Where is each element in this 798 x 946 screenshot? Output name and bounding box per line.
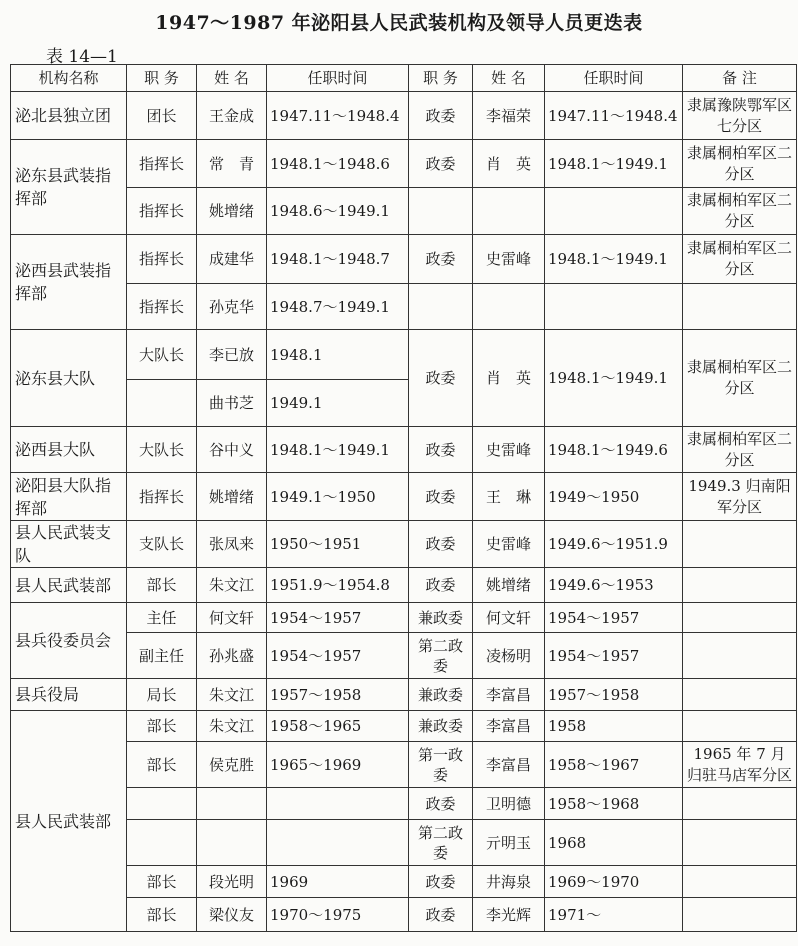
position-cell: 政委 — [409, 473, 473, 521]
name-cell: 何文轩 — [473, 603, 545, 633]
note-cell — [683, 788, 797, 820]
position-cell: 大队长 — [127, 330, 197, 380]
name-cell: 亓明玉 — [473, 820, 545, 866]
term-cell — [545, 188, 683, 235]
name-cell: 李光辉 — [473, 898, 545, 932]
position-cell: 指挥长 — [127, 188, 197, 235]
org-name-cell: 泌阳县大队指挥部 — [11, 473, 127, 521]
term-cell: 1954～1957 — [267, 633, 409, 679]
position-cell: 指挥长 — [127, 235, 197, 284]
term-cell: 1968 — [545, 820, 683, 866]
name-cell: 孙克华 — [197, 284, 267, 330]
name-cell: 李富昌 — [473, 679, 545, 711]
note-cell — [683, 568, 797, 603]
name-cell: 肖 英 — [473, 140, 545, 188]
term-cell: 1947.11～1948.4 — [545, 92, 683, 140]
org-name-cell: 泌东县大队 — [11, 330, 127, 427]
name-cell: 姚增绪 — [197, 473, 267, 521]
org-name-cell: 泌西县武装指挥部 — [11, 235, 127, 330]
position-cell: 指挥长 — [127, 140, 197, 188]
table-row — [11, 188, 797, 235]
term-cell: 1948.1～1948.7 — [267, 235, 409, 284]
name-cell: 谷中义 — [197, 427, 267, 473]
org-name-cell: 泌东县武装指挥部 — [11, 140, 127, 235]
name-cell: 史雷峰 — [473, 521, 545, 568]
term-cell: 1970～1975 — [267, 898, 409, 932]
table-row — [11, 92, 797, 140]
term-cell: 1958～1968 — [545, 788, 683, 820]
header-cell: 职 务 — [127, 65, 197, 92]
header-cell: 机构名称 — [11, 65, 127, 92]
position-cell: 政委 — [409, 140, 473, 188]
name-cell: 孙兆盛 — [197, 633, 267, 679]
term-cell: 1948.6～1949.1 — [267, 188, 409, 235]
note-cell: 隶属桐柏军区二分区 — [683, 188, 797, 235]
note-cell — [683, 633, 797, 679]
name-cell: 史雷峰 — [473, 235, 545, 284]
table-row — [11, 742, 797, 788]
note-cell — [683, 284, 797, 330]
note-cell — [683, 866, 797, 898]
position-cell — [127, 788, 197, 820]
term-cell — [545, 284, 683, 330]
term-cell: 1949.1～1950 — [267, 473, 409, 521]
position-cell: 团长 — [127, 92, 197, 140]
term-cell: 1948.1～1949.1 — [267, 427, 409, 473]
position-cell — [409, 188, 473, 235]
note-cell — [683, 603, 797, 633]
name-cell: 卫明德 — [473, 788, 545, 820]
position-cell: 政委 — [409, 92, 473, 140]
name-cell — [197, 820, 267, 866]
position-cell: 政委 — [409, 788, 473, 820]
name-cell: 史雷峰 — [473, 427, 545, 473]
table-row — [11, 898, 797, 932]
header-cell: 姓 名 — [473, 65, 545, 92]
org-name-cell: 县人民武装部 — [11, 568, 127, 603]
table-row — [11, 330, 797, 380]
term-cell: 1958～1967 — [545, 742, 683, 788]
term-cell: 1948.1～1948.6 — [267, 140, 409, 188]
name-cell: 姚增绪 — [197, 188, 267, 235]
term-cell: 1950～1951 — [267, 521, 409, 568]
table-row — [11, 711, 797, 742]
table-row — [11, 603, 797, 633]
position-cell: 部长 — [127, 742, 197, 788]
term-cell: 1948.1～1949.1 — [545, 330, 683, 427]
term-cell: 1947.11～1948.4 — [267, 92, 409, 140]
name-cell: 侯克胜 — [197, 742, 267, 788]
position-cell: 第二政委 — [409, 820, 473, 866]
term-cell: 1948.1 — [267, 330, 409, 380]
name-cell: 段光明 — [197, 866, 267, 898]
header-row — [11, 65, 797, 92]
term-cell: 1969 — [267, 866, 409, 898]
table-row — [11, 235, 797, 284]
term-cell: 1954～1957 — [545, 603, 683, 633]
position-cell: 局长 — [127, 679, 197, 711]
position-cell — [409, 284, 473, 330]
term-cell: 1951.9～1954.8 — [267, 568, 409, 603]
header-cell: 职 务 — [409, 65, 473, 92]
note-cell — [683, 679, 797, 711]
org-name-cell: 县兵役委员会 — [11, 603, 127, 679]
table-row — [11, 633, 797, 679]
header-cell: 任职时间 — [545, 65, 683, 92]
position-cell — [127, 820, 197, 866]
term-cell — [267, 820, 409, 866]
table-row — [11, 284, 797, 330]
position-cell: 第二政委 — [409, 633, 473, 679]
position-cell: 部长 — [127, 711, 197, 742]
table-row — [11, 866, 797, 898]
position-cell: 副主任 — [127, 633, 197, 679]
term-cell: 1954～1957 — [267, 603, 409, 633]
position-cell: 支队长 — [127, 521, 197, 568]
position-cell: 政委 — [409, 235, 473, 284]
table-row — [11, 140, 797, 188]
leadership-table — [10, 64, 797, 932]
name-cell: 李富昌 — [473, 742, 545, 788]
name-cell: 张凤来 — [197, 521, 267, 568]
position-cell: 政委 — [409, 898, 473, 932]
position-cell: 兼政委 — [409, 711, 473, 742]
term-cell: 1948.1～1949.1 — [545, 235, 683, 284]
position-cell: 指挥长 — [127, 473, 197, 521]
name-cell: 朱文江 — [197, 711, 267, 742]
term-cell: 1971～ — [545, 898, 683, 932]
position-cell: 政委 — [409, 866, 473, 898]
term-cell: 1958～1965 — [267, 711, 409, 742]
term-cell: 1957～1958 — [545, 679, 683, 711]
name-cell: 肖 英 — [473, 330, 545, 427]
name-cell — [473, 188, 545, 235]
position-cell: 政委 — [409, 330, 473, 427]
term-cell: 1949.6～1951.9 — [545, 521, 683, 568]
position-cell: 兼政委 — [409, 603, 473, 633]
position-cell: 主任 — [127, 603, 197, 633]
name-cell — [473, 284, 545, 330]
name-cell: 曲书芝 — [197, 380, 267, 427]
term-cell: 1948.1～1949.1 — [545, 140, 683, 188]
name-cell: 姚增绪 — [473, 568, 545, 603]
org-name-cell: 县兵役局 — [11, 679, 127, 711]
position-cell: 政委 — [409, 521, 473, 568]
term-cell: 1949～1950 — [545, 473, 683, 521]
position-cell: 政委 — [409, 568, 473, 603]
term-cell: 1969～1970 — [545, 866, 683, 898]
term-cell — [267, 788, 409, 820]
note-cell — [683, 521, 797, 568]
name-cell: 朱文江 — [197, 679, 267, 711]
org-name-cell: 泌北县独立团 — [11, 92, 127, 140]
note-cell: 1965 年 7 月归驻马店军分区 — [683, 742, 797, 788]
position-cell: 部长 — [127, 866, 197, 898]
org-name-cell: 县人民武装部 — [11, 711, 127, 932]
position-cell — [127, 380, 197, 427]
table-row — [11, 473, 797, 521]
note-cell: 隶属桐柏军区二分区 — [683, 330, 797, 427]
name-cell: 王金成 — [197, 92, 267, 140]
name-cell: 凌杨明 — [473, 633, 545, 679]
table-number: 表 14—1 — [46, 47, 118, 67]
org-name-cell: 泌西县大队 — [11, 427, 127, 473]
position-cell: 政委 — [409, 427, 473, 473]
header-cell: 任职时间 — [267, 65, 409, 92]
table-row — [11, 521, 797, 568]
term-cell: 1948.1～1949.6 — [545, 427, 683, 473]
table-row — [11, 820, 797, 866]
org-name-cell: 县人民武装支队 — [11, 521, 127, 568]
note-cell: 隶属桐柏军区二分区 — [683, 235, 797, 284]
term-cell: 1949.6～1953 — [545, 568, 683, 603]
header-cell: 姓 名 — [197, 65, 267, 92]
header-cell: 备 注 — [683, 65, 797, 92]
term-cell: 1958 — [545, 711, 683, 742]
term-cell: 1949.1 — [267, 380, 409, 427]
name-cell: 梁仪友 — [197, 898, 267, 932]
table-row — [11, 568, 797, 603]
note-cell: 隶属桐柏军区二分区 — [683, 140, 797, 188]
name-cell: 何文轩 — [197, 603, 267, 633]
note-cell: 隶属桐柏军区二分区 — [683, 427, 797, 473]
name-cell: 王 琳 — [473, 473, 545, 521]
position-cell: 部长 — [127, 568, 197, 603]
note-cell — [683, 820, 797, 866]
page-title: 1947～1987 年泌阳县人民武装机构及领导人员更迭表 — [155, 12, 643, 34]
name-cell: 成建华 — [197, 235, 267, 284]
term-cell: 1957～1958 — [267, 679, 409, 711]
note-cell — [683, 711, 797, 742]
table-row — [11, 788, 797, 820]
term-cell: 1965～1969 — [267, 742, 409, 788]
table-row — [11, 679, 797, 711]
term-cell: 1948.7～1949.1 — [267, 284, 409, 330]
name-cell: 李富昌 — [473, 711, 545, 742]
name-cell: 朱文江 — [197, 568, 267, 603]
name-cell: 李已放 — [197, 330, 267, 380]
name-cell: 常 青 — [197, 140, 267, 188]
position-cell: 兼政委 — [409, 679, 473, 711]
note-cell: 1949.3 归南阳军分区 — [683, 473, 797, 521]
table-row — [11, 427, 797, 473]
name-cell: 李福荣 — [473, 92, 545, 140]
name-cell — [197, 788, 267, 820]
term-cell: 1954～1957 — [545, 633, 683, 679]
position-cell: 部长 — [127, 898, 197, 932]
note-cell: 隶属豫陕鄂军区七分区 — [683, 92, 797, 140]
position-cell: 第一政委 — [409, 742, 473, 788]
position-cell: 指挥长 — [127, 284, 197, 330]
note-cell — [683, 898, 797, 932]
position-cell: 大队长 — [127, 427, 197, 473]
name-cell: 井海泉 — [473, 866, 545, 898]
